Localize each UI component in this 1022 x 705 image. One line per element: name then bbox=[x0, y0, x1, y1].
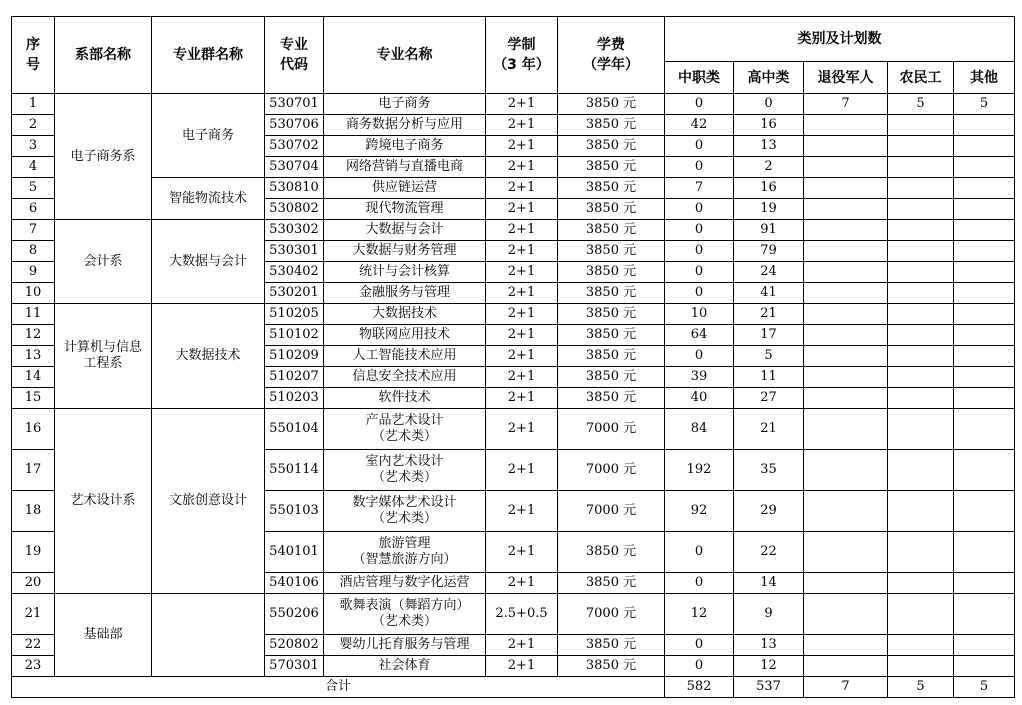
cell-group: 智能物流技术 bbox=[152, 178, 265, 220]
cell-gaozhong: 13 bbox=[734, 136, 804, 157]
cell-nongmin bbox=[888, 220, 954, 241]
cell-seq: 3 bbox=[12, 136, 55, 157]
cell-tuiyi: 7 bbox=[804, 94, 888, 115]
cell-fee: 3850 元 bbox=[558, 115, 665, 136]
cell-nongmin bbox=[888, 241, 954, 262]
cell-gaozhong: 5 bbox=[734, 346, 804, 367]
cell-seq: 19 bbox=[12, 532, 55, 573]
header-code: 专业 代码 bbox=[265, 17, 324, 94]
cell-qita bbox=[954, 241, 1015, 262]
table-row bbox=[12, 409, 1015, 450]
cell-years: 2+1 bbox=[486, 450, 558, 491]
cell-code: 530302 bbox=[265, 220, 324, 241]
cell-major: 现代物流管理 bbox=[324, 199, 486, 220]
cell-years: 2+1 bbox=[486, 409, 558, 450]
cell-zhongzhi: 0 bbox=[665, 94, 734, 115]
cell-zhongzhi: 0 bbox=[665, 241, 734, 262]
cell-years: 2.5+0.5 bbox=[486, 594, 558, 635]
cell-years: 2+1 bbox=[486, 157, 558, 178]
cell-major: 供应链运营 bbox=[324, 178, 486, 199]
cell-major: 电子商务 bbox=[324, 94, 486, 115]
cell-dept: 艺术设计系 bbox=[55, 409, 152, 594]
enrollment-plan-table-container bbox=[11, 16, 1015, 698]
cell-major: 人工智能技术应用 bbox=[324, 346, 486, 367]
cell-qita bbox=[954, 283, 1015, 304]
cell-gaozhong: 24 bbox=[734, 262, 804, 283]
cell-tuiyi bbox=[804, 115, 888, 136]
cell-fee: 3850 元 bbox=[558, 532, 665, 573]
cell-nongmin bbox=[888, 367, 954, 388]
cell-seq: 15 bbox=[12, 388, 55, 409]
cell-qita bbox=[954, 220, 1015, 241]
cell-seq: 17 bbox=[12, 450, 55, 491]
header-zhongzhi: 中职类 bbox=[665, 62, 734, 94]
cell-fee: 3850 元 bbox=[558, 178, 665, 199]
cell-group: 大数据与会计 bbox=[152, 220, 265, 304]
cell-years: 2+1 bbox=[486, 94, 558, 115]
cell-zhongzhi: 92 bbox=[665, 491, 734, 532]
cell-fee: 7000 元 bbox=[558, 450, 665, 491]
cell-gaozhong: 91 bbox=[734, 220, 804, 241]
total-nongmin: 5 bbox=[888, 677, 954, 698]
cell-nongmin: 5 bbox=[888, 94, 954, 115]
cell-zhongzhi: 0 bbox=[665, 532, 734, 573]
cell-years: 2+1 bbox=[486, 491, 558, 532]
cell-major: 大数据与财务管理 bbox=[324, 241, 486, 262]
cell-tuiyi bbox=[804, 178, 888, 199]
cell-major: 网络营销与直播电商 bbox=[324, 157, 486, 178]
cell-gaozhong: 29 bbox=[734, 491, 804, 532]
cell-code: 550104 bbox=[265, 409, 324, 450]
cell-code: 530301 bbox=[265, 241, 324, 262]
cell-group: 电子商务 bbox=[152, 94, 265, 178]
cell-seq: 23 bbox=[12, 656, 55, 677]
cell-seq: 13 bbox=[12, 346, 55, 367]
cell-major: 物联网应用技术 bbox=[324, 325, 486, 346]
cell-gaozhong: 14 bbox=[734, 573, 804, 594]
cell-years: 2+1 bbox=[486, 283, 558, 304]
cell-seq: 4 bbox=[12, 157, 55, 178]
cell-nongmin bbox=[888, 283, 954, 304]
cell-fee: 3850 元 bbox=[558, 94, 665, 115]
cell-qita bbox=[954, 115, 1015, 136]
cell-dept: 会计系 bbox=[55, 220, 152, 304]
table-row bbox=[12, 178, 1015, 199]
cell-seq: 21 bbox=[12, 594, 55, 635]
cell-major: 酒店管理与数字化运营 bbox=[324, 573, 486, 594]
cell-fee: 3850 元 bbox=[558, 573, 665, 594]
header-tuiyi: 退役军人 bbox=[804, 62, 888, 94]
cell-fee: 3850 元 bbox=[558, 157, 665, 178]
cell-code: 530810 bbox=[265, 178, 324, 199]
cell-gaozhong: 41 bbox=[734, 283, 804, 304]
cell-nongmin bbox=[888, 262, 954, 283]
cell-seq: 2 bbox=[12, 115, 55, 136]
cell-years: 2+1 bbox=[486, 178, 558, 199]
total-gaozhong: 537 bbox=[734, 677, 804, 698]
cell-qita bbox=[954, 450, 1015, 491]
cell-group: 文旅创意设计 bbox=[152, 409, 265, 594]
cell-tuiyi bbox=[804, 532, 888, 573]
cell-gaozhong: 19 bbox=[734, 199, 804, 220]
cell-zhongzhi: 0 bbox=[665, 199, 734, 220]
cell-gaozhong: 22 bbox=[734, 532, 804, 573]
cell-nongmin bbox=[888, 594, 954, 635]
cell-fee: 3850 元 bbox=[558, 283, 665, 304]
cell-code: 510102 bbox=[265, 325, 324, 346]
total-zhongzhi: 582 bbox=[665, 677, 734, 698]
cell-zhongzhi: 0 bbox=[665, 573, 734, 594]
cell-qita bbox=[954, 178, 1015, 199]
cell-nongmin bbox=[888, 136, 954, 157]
cell-tuiyi bbox=[804, 136, 888, 157]
cell-nongmin bbox=[888, 178, 954, 199]
total-tuiyi: 7 bbox=[804, 677, 888, 698]
cell-zhongzhi: 0 bbox=[665, 283, 734, 304]
cell-years: 2+1 bbox=[486, 532, 558, 573]
cell-tuiyi bbox=[804, 594, 888, 635]
cell-years: 2+1 bbox=[486, 325, 558, 346]
cell-tuiyi bbox=[804, 199, 888, 220]
cell-seq: 9 bbox=[12, 262, 55, 283]
cell-gaozhong: 9 bbox=[734, 594, 804, 635]
cell-fee: 7000 元 bbox=[558, 594, 665, 635]
cell-years: 2+1 bbox=[486, 115, 558, 136]
cell-seq: 14 bbox=[12, 367, 55, 388]
cell-seq: 6 bbox=[12, 199, 55, 220]
cell-fee: 3850 元 bbox=[558, 199, 665, 220]
cell-fee: 7000 元 bbox=[558, 491, 665, 532]
cell-code: 550114 bbox=[265, 450, 324, 491]
cell-years: 2+1 bbox=[486, 656, 558, 677]
cell-code: 530704 bbox=[265, 157, 324, 178]
cell-fee: 3850 元 bbox=[558, 388, 665, 409]
total-qita: 5 bbox=[954, 677, 1015, 698]
table-row bbox=[12, 304, 1015, 325]
cell-major: 统计与会计核算 bbox=[324, 262, 486, 283]
cell-nongmin bbox=[888, 532, 954, 573]
cell-nongmin bbox=[888, 656, 954, 677]
cell-gaozhong: 21 bbox=[734, 304, 804, 325]
cell-years: 2+1 bbox=[486, 220, 558, 241]
cell-zhongzhi: 192 bbox=[665, 450, 734, 491]
table-row bbox=[12, 220, 1015, 241]
cell-fee: 3850 元 bbox=[558, 220, 665, 241]
cell-code: 510205 bbox=[265, 304, 324, 325]
cell-code: 530702 bbox=[265, 136, 324, 157]
cell-tuiyi bbox=[804, 450, 888, 491]
cell-nongmin bbox=[888, 450, 954, 491]
cell-qita bbox=[954, 532, 1015, 573]
cell-nongmin bbox=[888, 325, 954, 346]
cell-tuiyi bbox=[804, 304, 888, 325]
cell-gaozhong: 16 bbox=[734, 115, 804, 136]
cell-nongmin bbox=[888, 491, 954, 532]
cell-tuiyi bbox=[804, 262, 888, 283]
cell-code: 540106 bbox=[265, 573, 324, 594]
cell-zhongzhi: 84 bbox=[665, 409, 734, 450]
cell-gaozhong: 0 bbox=[734, 94, 804, 115]
total-row bbox=[12, 677, 1015, 698]
cell-fee: 3850 元 bbox=[558, 656, 665, 677]
cell-tuiyi bbox=[804, 573, 888, 594]
cell-seq: 20 bbox=[12, 573, 55, 594]
cell-fee: 7000 元 bbox=[558, 409, 665, 450]
cell-qita bbox=[954, 157, 1015, 178]
header-seq: 序 号 bbox=[12, 17, 55, 94]
cell-seq: 8 bbox=[12, 241, 55, 262]
cell-nongmin bbox=[888, 157, 954, 178]
table-row bbox=[12, 94, 1015, 115]
cell-major: 软件技术 bbox=[324, 388, 486, 409]
cell-code: 530706 bbox=[265, 115, 324, 136]
cell-code: 510207 bbox=[265, 367, 324, 388]
cell-seq: 1 bbox=[12, 94, 55, 115]
cell-nongmin bbox=[888, 304, 954, 325]
cell-years: 2+1 bbox=[486, 241, 558, 262]
cell-qita bbox=[954, 325, 1015, 346]
cell-major: 产品艺术设计 （艺术类） bbox=[324, 409, 486, 450]
cell-code: 530802 bbox=[265, 199, 324, 220]
cell-major: 商务数据分析与应用 bbox=[324, 115, 486, 136]
cell-qita bbox=[954, 304, 1015, 325]
cell-tuiyi bbox=[804, 241, 888, 262]
cell-years: 2+1 bbox=[486, 304, 558, 325]
cell-fee: 3850 元 bbox=[558, 635, 665, 656]
cell-major: 婴幼儿托育服务与管理 bbox=[324, 635, 486, 656]
table-header bbox=[12, 17, 1015, 94]
cell-seq: 10 bbox=[12, 283, 55, 304]
cell-zhongzhi: 0 bbox=[665, 346, 734, 367]
cell-years: 2+1 bbox=[486, 346, 558, 367]
cell-gaozhong: 79 bbox=[734, 241, 804, 262]
cell-fee: 3850 元 bbox=[558, 367, 665, 388]
cell-zhongzhi: 0 bbox=[665, 635, 734, 656]
cell-years: 2+1 bbox=[486, 262, 558, 283]
cell-gaozhong: 11 bbox=[734, 367, 804, 388]
cell-code: 530201 bbox=[265, 283, 324, 304]
cell-major: 歌舞表演（舞蹈方向） （艺术类） bbox=[324, 594, 486, 635]
cell-code: 570301 bbox=[265, 656, 324, 677]
cell-zhongzhi: 39 bbox=[665, 367, 734, 388]
cell-gaozhong: 2 bbox=[734, 157, 804, 178]
cell-qita bbox=[954, 491, 1015, 532]
table-body bbox=[12, 94, 1015, 698]
cell-fee: 3850 元 bbox=[558, 241, 665, 262]
cell-dept: 计算机与信息 工程系 bbox=[55, 304, 152, 409]
cell-years: 2+1 bbox=[486, 573, 558, 594]
cell-fee: 3850 元 bbox=[558, 304, 665, 325]
cell-gaozhong: 13 bbox=[734, 635, 804, 656]
cell-code: 550206 bbox=[265, 594, 324, 635]
cell-tuiyi bbox=[804, 409, 888, 450]
header-fee: 学费 （学年） bbox=[558, 17, 665, 94]
cell-major: 金融服务与管理 bbox=[324, 283, 486, 304]
cell-nongmin bbox=[888, 409, 954, 450]
cell-years: 2+1 bbox=[486, 388, 558, 409]
cell-tuiyi bbox=[804, 346, 888, 367]
cell-qita bbox=[954, 635, 1015, 656]
cell-zhongzhi: 0 bbox=[665, 157, 734, 178]
cell-tuiyi bbox=[804, 283, 888, 304]
cell-gaozhong: 16 bbox=[734, 178, 804, 199]
cell-major: 信息安全技术应用 bbox=[324, 367, 486, 388]
cell-dept: 电子商务系 bbox=[55, 94, 152, 220]
cell-tuiyi bbox=[804, 367, 888, 388]
cell-zhongzhi: 42 bbox=[665, 115, 734, 136]
cell-gaozhong: 35 bbox=[734, 450, 804, 491]
cell-major: 跨境电子商务 bbox=[324, 136, 486, 157]
header-dept: 系部名称 bbox=[55, 17, 152, 94]
cell-qita bbox=[954, 346, 1015, 367]
cell-qita bbox=[954, 573, 1015, 594]
header-gaozhong: 高中类 bbox=[734, 62, 804, 94]
cell-qita bbox=[954, 199, 1015, 220]
cell-gaozhong: 12 bbox=[734, 656, 804, 677]
cell-gaozhong: 17 bbox=[734, 325, 804, 346]
cell-major: 大数据技术 bbox=[324, 304, 486, 325]
cell-seq: 22 bbox=[12, 635, 55, 656]
cell-nongmin bbox=[888, 573, 954, 594]
cell-zhongzhi: 10 bbox=[665, 304, 734, 325]
cell-code: 510203 bbox=[265, 388, 324, 409]
cell-major: 社会体育 bbox=[324, 656, 486, 677]
total-label: 合计 bbox=[12, 677, 665, 698]
cell-gaozhong: 21 bbox=[734, 409, 804, 450]
cell-seq: 12 bbox=[12, 325, 55, 346]
cell-seq: 16 bbox=[12, 409, 55, 450]
cell-zhongzhi: 0 bbox=[665, 262, 734, 283]
cell-qita bbox=[954, 409, 1015, 450]
header-qita: 其他 bbox=[954, 62, 1015, 94]
cell-tuiyi bbox=[804, 220, 888, 241]
cell-code: 530701 bbox=[265, 94, 324, 115]
cell-qita bbox=[954, 136, 1015, 157]
cell-group bbox=[152, 594, 265, 677]
cell-tuiyi bbox=[804, 491, 888, 532]
cell-zhongzhi: 12 bbox=[665, 594, 734, 635]
header-nongmin: 农民工 bbox=[888, 62, 954, 94]
cell-qita bbox=[954, 262, 1015, 283]
cell-zhongzhi: 64 bbox=[665, 325, 734, 346]
cell-gaozhong: 27 bbox=[734, 388, 804, 409]
cell-seq: 5 bbox=[12, 178, 55, 199]
cell-fee: 3850 元 bbox=[558, 262, 665, 283]
cell-tuiyi bbox=[804, 388, 888, 409]
cell-years: 2+1 bbox=[486, 199, 558, 220]
cell-years: 2+1 bbox=[486, 136, 558, 157]
enrollment-plan-table bbox=[11, 16, 1015, 698]
cell-years: 2+1 bbox=[486, 635, 558, 656]
cell-fee: 3850 元 bbox=[558, 136, 665, 157]
header-major: 专业名称 bbox=[324, 17, 486, 94]
cell-major: 室内艺术设计 （艺术类） bbox=[324, 450, 486, 491]
header-group: 专业群名称 bbox=[152, 17, 265, 94]
cell-code: 530402 bbox=[265, 262, 324, 283]
cell-tuiyi bbox=[804, 157, 888, 178]
cell-major: 旅游管理 （智慧旅游方向） bbox=[324, 532, 486, 573]
cell-nongmin bbox=[888, 635, 954, 656]
cell-zhongzhi: 0 bbox=[665, 656, 734, 677]
cell-fee: 3850 元 bbox=[558, 325, 665, 346]
cell-code: 510209 bbox=[265, 346, 324, 367]
cell-qita bbox=[954, 594, 1015, 635]
cell-seq: 18 bbox=[12, 491, 55, 532]
cell-qita bbox=[954, 388, 1015, 409]
table-row bbox=[12, 594, 1015, 635]
cell-qita bbox=[954, 656, 1015, 677]
cell-years: 2+1 bbox=[486, 367, 558, 388]
cell-seq: 11 bbox=[12, 304, 55, 325]
cell-code: 520802 bbox=[265, 635, 324, 656]
cell-nongmin bbox=[888, 115, 954, 136]
cell-qita bbox=[954, 367, 1015, 388]
cell-major: 大数据与会计 bbox=[324, 220, 486, 241]
cell-tuiyi bbox=[804, 656, 888, 677]
cell-nongmin bbox=[888, 199, 954, 220]
cell-qita: 5 bbox=[954, 94, 1015, 115]
cell-tuiyi bbox=[804, 325, 888, 346]
cell-zhongzhi: 0 bbox=[665, 136, 734, 157]
cell-tuiyi bbox=[804, 635, 888, 656]
cell-major: 数字媒体艺术设计 （艺术类） bbox=[324, 491, 486, 532]
cell-nongmin bbox=[888, 346, 954, 367]
cell-seq: 7 bbox=[12, 220, 55, 241]
cell-code: 550103 bbox=[265, 491, 324, 532]
cell-nongmin bbox=[888, 388, 954, 409]
cell-fee: 3850 元 bbox=[558, 346, 665, 367]
cell-code: 540101 bbox=[265, 532, 324, 573]
cell-zhongzhi: 40 bbox=[665, 388, 734, 409]
header-years: 学制 （3 年） bbox=[486, 17, 558, 94]
header-category: 类别及计划数 bbox=[665, 17, 1015, 62]
cell-dept: 基础部 bbox=[55, 594, 152, 677]
cell-zhongzhi: 7 bbox=[665, 178, 734, 199]
cell-zhongzhi: 0 bbox=[665, 220, 734, 241]
cell-group: 大数据技术 bbox=[152, 304, 265, 409]
